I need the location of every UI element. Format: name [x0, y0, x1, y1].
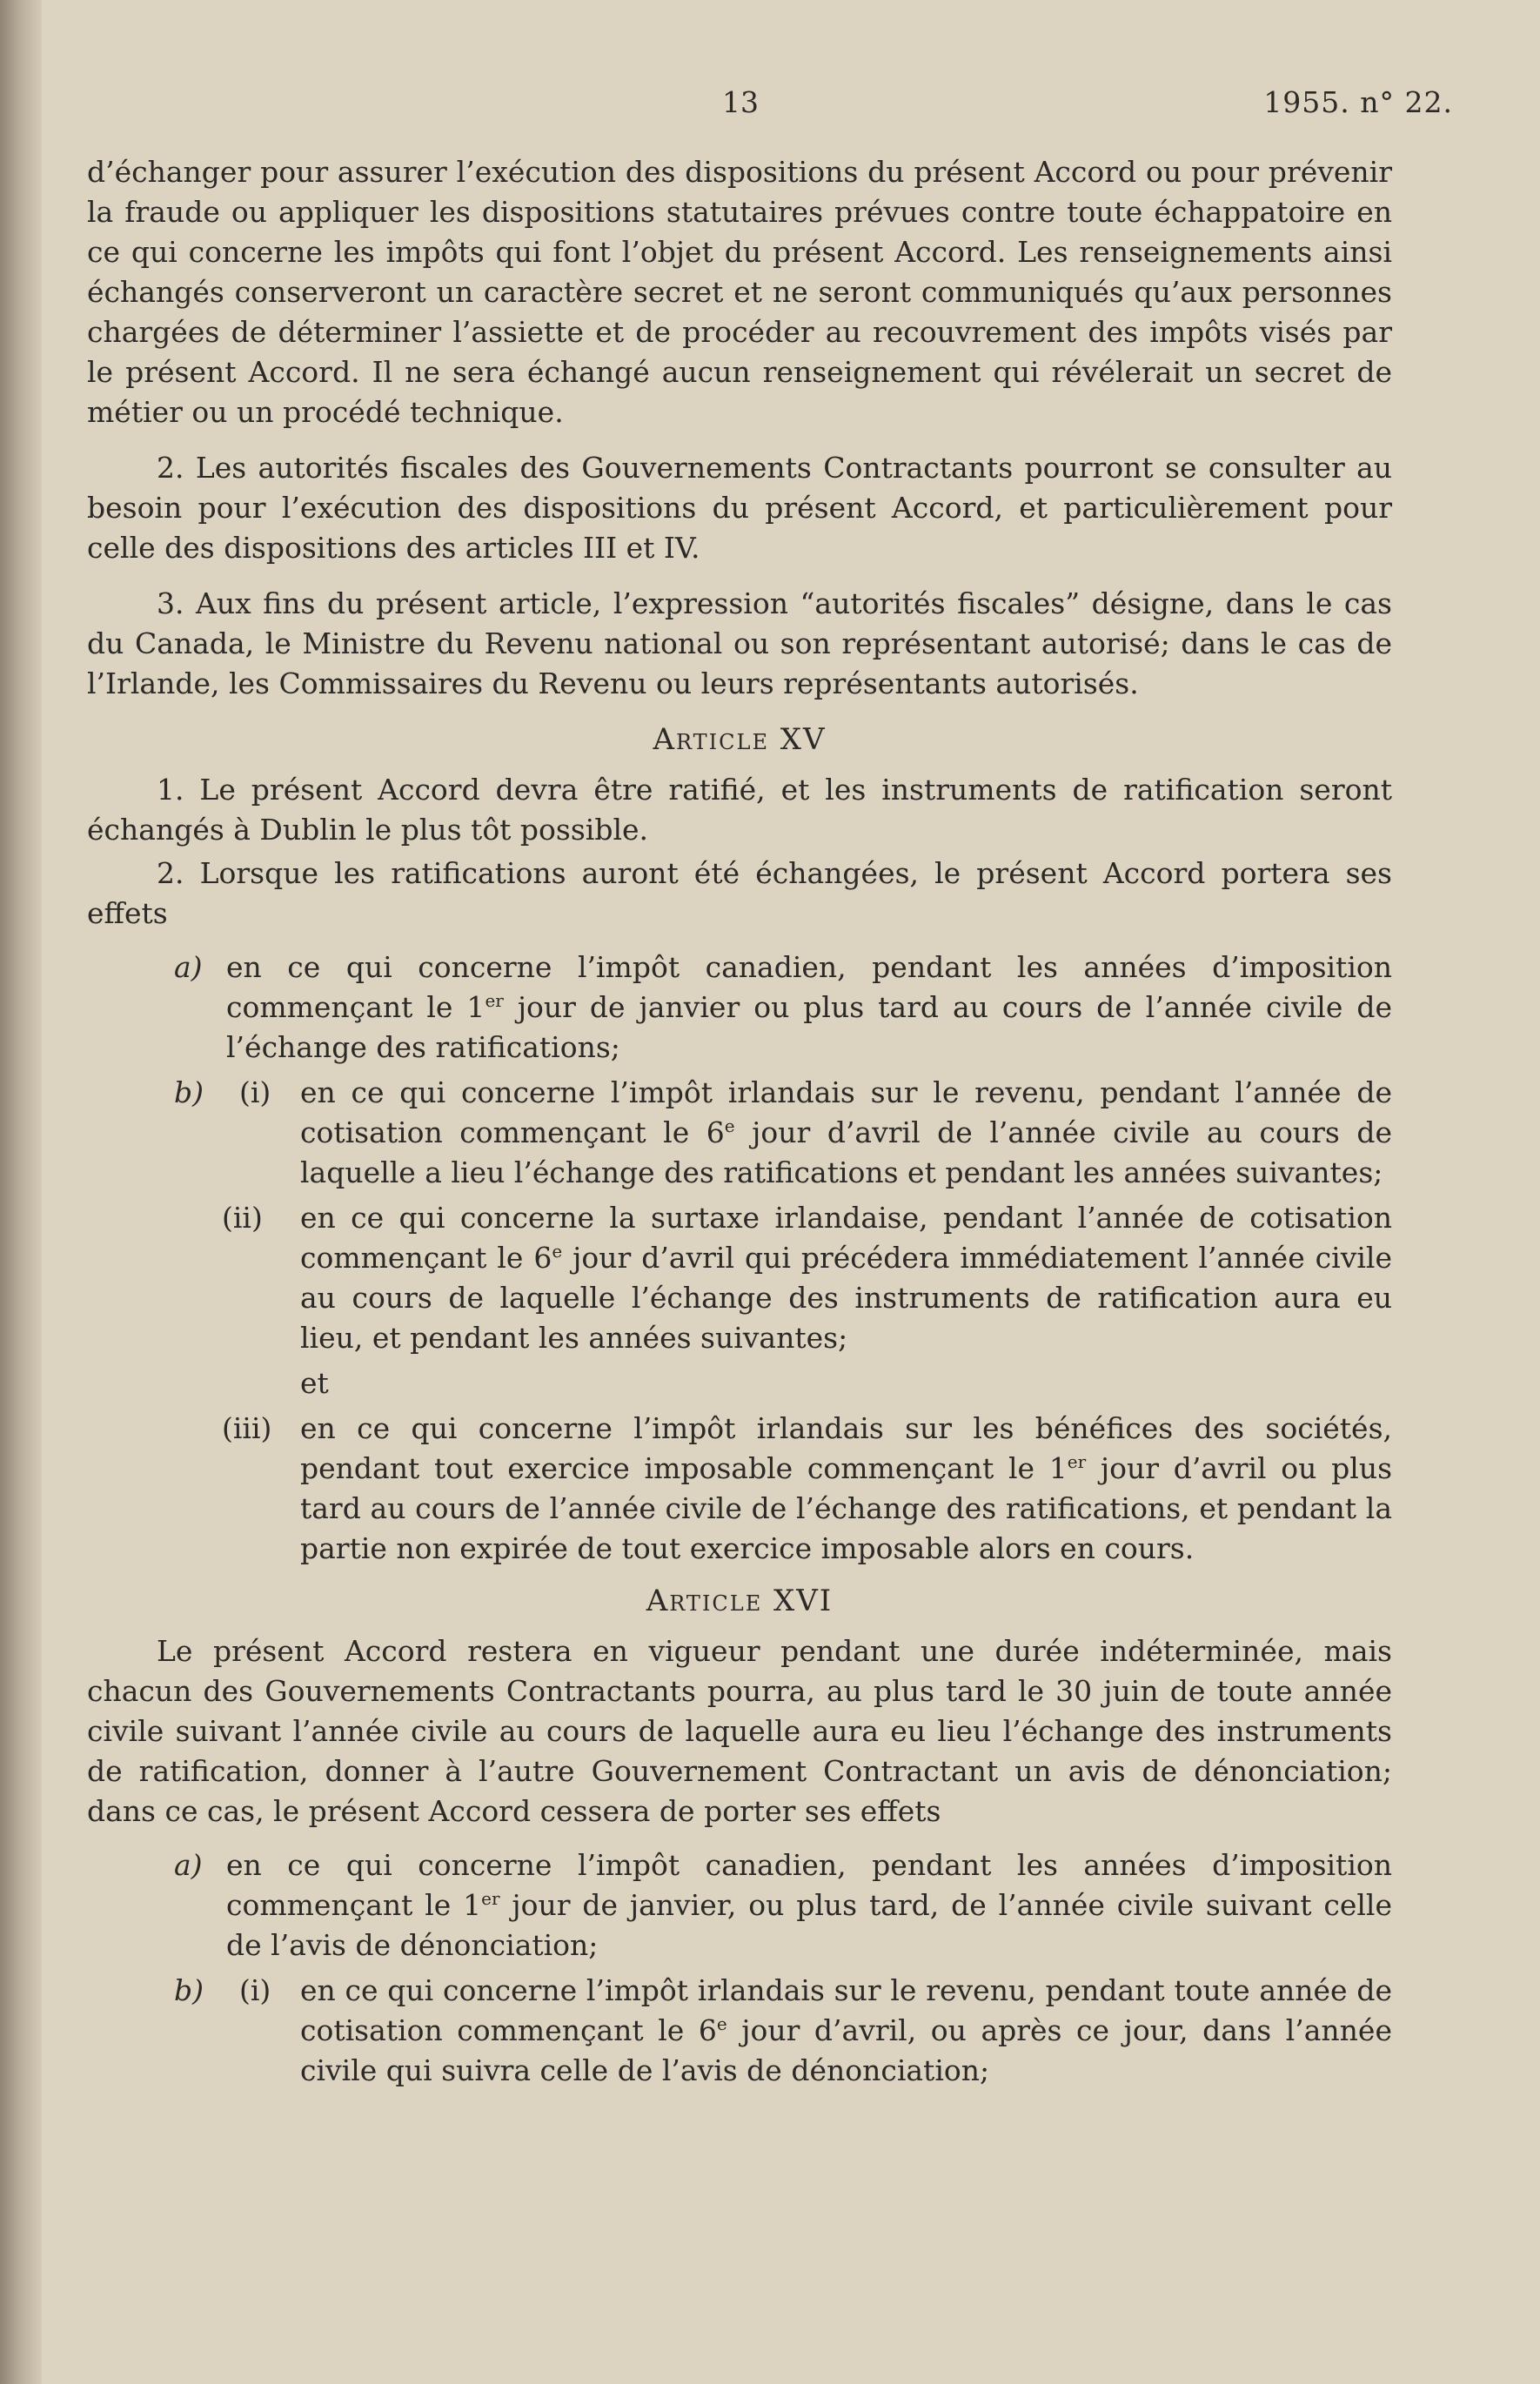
subitem-label: (i): [239, 1075, 271, 1109]
article-15-item-b-i: b) (i) en ce qui concerne l’impôt irlandais sur le revenu, pendant l’année de cotisation commençant le 6e jour d’avril de l’année civile au cours de laquelle a lieu l’échange des ratifications et pendant les années suivantes;: [87, 1073, 1392, 1193]
subitem-label: (ii): [222, 1201, 263, 1235]
article-14-continuation: d’échanger pour assurer l’exécution des dispositions du présent Accord ou pour prévenir la fraude ou appliquer les dispositions statutaires prévues contre toute échappatoire en ce qui concerne les impôts qui font l’objet du présent Accord. Les renseignements ainsi échangés conserveront un caractère secret et ne seront communiqués qu’aux personnes chargées de déterminer l’assiette et de procéder au recouvrement des impôts visés par le présent Accord. Il ne sera échangé aucun renseignement qui révélerait un secret de métier ou un procédé technique.: [87, 155, 1392, 429]
conjunction-et: et: [300, 1366, 329, 1400]
item-label: b): [174, 1973, 204, 2007]
subitem-label: (iii): [222, 1411, 272, 1445]
article-16-item-a: a) en ce qui concerne l’impôt canadien, pendant les années d’imposition commençant le 1er jour de janvier, ou plus tard, de l’année civile suivant celle de l’avis de dénonciation;: [87, 1845, 1392, 1965]
item-label: a): [174, 1848, 203, 1882]
article-15-paragraph-2: 2. Lorsque les ratifications auront été échangées, le présent Accord portera ses effets: [87, 856, 1392, 930]
page-number: 13: [722, 85, 759, 119]
article-16-item-b-i: b) (i) en ce qui concerne l’impôt irlandais sur le revenu, pendant toute année de cotisation commençant le 6e jour d’avril, ou après ce jour, dans l’année civile qui suivra celle de l’avis de dénonciation;: [87, 1971, 1392, 2091]
article-15-item-b-ii: (ii) en ce qui concerne la surtaxe irlandaise, pendant l’année de cotisation commençant le 6e jour d’avril qui précédera immédiatement l’année civile au cours de laquelle l’échange des instruments de ratification aura eu lieu, et pendant les années suivantes;: [87, 1198, 1392, 1358]
article-15-heading: Article XV: [653, 722, 827, 757]
article-15-item-b-iii: (iii) en ce qui concerne l’impôt irlandais sur les bénéfices des sociétés, pendant tout exercice imposable commençant le 1er jour d’avril ou plus tard au cours de l’année civile de l’échange des ratifications, et pendant la partie non expirée de tout exercice imposable alors en cours.: [87, 1409, 1392, 1569]
document-reference: 1955. n° 22.: [1263, 85, 1453, 119]
page-header: [87, 85, 1453, 129]
subitem-label: (i): [239, 1973, 271, 2007]
article-16-heading: Article XVI: [646, 1584, 834, 1618]
article-15-item-a: a) en ce qui concerne l’impôt canadien, pendant les années d’imposition commençant le 1er jour de janvier ou plus tard au cours de l’année civile de l’échange des ratifications;: [87, 948, 1392, 1068]
article-16-paragraph-1: Le présent Accord restera en vigueur pendant une durée indéterminée, mais chacun des Gouvernements Contractants pourra, au plus tard le 30 juin de toute année civile suivant l’année civile au cours de laquelle aura eu lieu l’échange des instruments de ratification, donner à l’autre Gouvernement Contractant un avis de dénonciation; dans ce cas, le présent Accord cessera de porter ses effets: [87, 1634, 1392, 1828]
article-15-paragraph-1: 1. Le présent Accord devra être ratifié, et les instruments de ratification seront échangés à Dublin le plus tôt possible.: [87, 773, 1392, 847]
item-label: b): [174, 1075, 204, 1109]
item-label: a): [174, 950, 203, 984]
article-14-paragraph-2: 2. Les autorités fiscales des Gouvernements Contractants pourront se consulter au besoin pour l’exécution des dispositions du présent Accord, et particulièrement pour celle des dispositions des articles III et IV.: [87, 451, 1392, 565]
article-14-paragraph-3: 3. Aux fins du présent article, l’expression “autorités fiscales” désigne, dans le cas du Canada, le Ministre du Revenu national ou son représentant autorisé; dans le cas de l’Irlande, les Commissaires du Revenu ou leurs représentants autorisés.: [87, 586, 1392, 700]
document-body: [87, 152, 1392, 2096]
